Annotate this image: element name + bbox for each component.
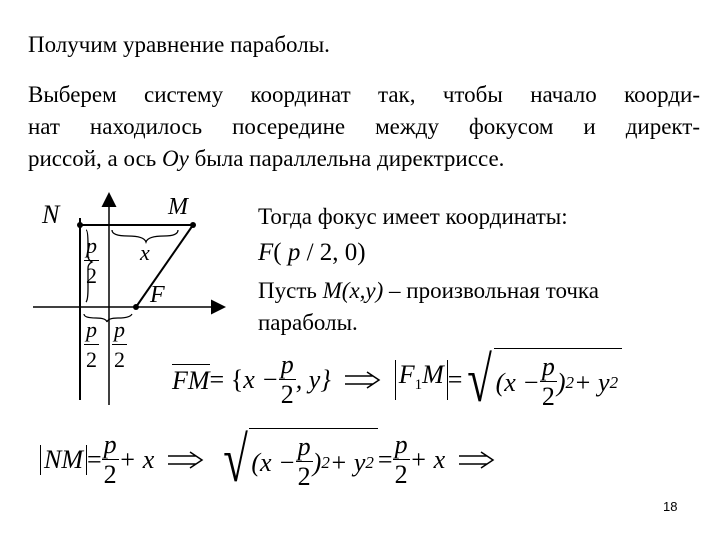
fraction-denominator: 2 — [84, 344, 99, 375]
focus-f: F — [258, 239, 274, 266]
focus-p: p — [287, 239, 301, 266]
fraction-numerator: p — [86, 233, 97, 258]
square: 2 — [321, 452, 330, 472]
fraction-p-over-2 — [279, 351, 296, 410]
paragraph-line-1: Выберем систему координат так, чтобы начало коорди- — [28, 82, 700, 107]
fraction-p-over-2 — [540, 353, 557, 412]
vector-fm: FM — [172, 366, 210, 395]
equation-fm — [172, 344, 622, 415]
focus-coordinates — [258, 238, 366, 268]
paragraph-line-3-start: риссой, а ось — [28, 146, 163, 171]
paren-close: ) — [312, 447, 322, 477]
fraction-p-over-2 — [102, 431, 119, 490]
comma-y: , y} — [295, 365, 331, 394]
x-minus: x − — [243, 365, 279, 394]
plus-y: + y — [329, 447, 366, 477]
plus-y: + y — [574, 367, 610, 397]
fraction-denominator: 2 — [103, 459, 117, 489]
fraction-denominator: 2 — [297, 462, 311, 491]
paragraph-line-3 — [28, 144, 504, 174]
abs-f1m — [395, 360, 448, 400]
point-m — [190, 222, 196, 228]
sqrt-body — [494, 348, 623, 412]
point-m-label: M — [322, 278, 342, 303]
implies-arrow-icon — [457, 450, 497, 470]
axis-name: Oy — [162, 146, 189, 171]
sqrt-symbol-icon: √ — [467, 344, 493, 415]
label-m: M — [168, 194, 188, 220]
fraction-denominator: 2 — [84, 260, 99, 291]
focus-open: ( — [273, 239, 288, 266]
point-sentence-line-2: параболы. — [258, 310, 358, 335]
fraction-numerator: p — [394, 429, 408, 459]
equals-brace: = { — [209, 365, 244, 394]
fraction-numerator: p — [103, 429, 117, 459]
page-number: 18 — [663, 499, 678, 514]
paren-x: (x − — [251, 447, 296, 477]
fraction-numerator: p — [86, 317, 97, 342]
label-x: x — [140, 240, 150, 265]
fraction-numerator: p — [297, 432, 311, 461]
sqrt-1 — [462, 344, 622, 415]
fraction-numerator: p — [280, 349, 294, 379]
fraction-p-over-2 — [393, 431, 410, 490]
fraction-denominator: 2 — [280, 379, 294, 409]
sqrt-symbol-icon: √ — [223, 424, 249, 495]
point-prefix: Пусть — [258, 278, 323, 303]
square: 2 — [565, 372, 575, 392]
focus-sentence: Тогда фокус имеет координаты: — [258, 204, 568, 229]
implies-arrow-icon — [343, 370, 383, 390]
fraction-p-over-2-right — [112, 316, 127, 375]
sqrt-2 — [218, 424, 378, 495]
fraction-p-over-2-vertical — [84, 232, 99, 291]
sqrt-body — [249, 428, 378, 492]
abs-nm: NM — [40, 445, 87, 475]
abs-m: M — [422, 359, 444, 389]
focus-rest: / 2, 0) — [300, 239, 366, 266]
square-y: 2 — [609, 372, 619, 392]
label-n: N — [42, 200, 60, 229]
abs-subscript: 1 — [414, 377, 423, 394]
fraction-denominator: 2 — [112, 344, 127, 375]
point-n — [77, 222, 83, 228]
abs-f: F — [398, 359, 415, 389]
paren-close: ) — [556, 367, 566, 397]
equation-nm — [40, 424, 509, 495]
paragraph-line-3-end: была параллельна директриссе. — [188, 146, 505, 171]
paren-x: (x − — [495, 367, 540, 397]
fraction-denominator: 2 — [394, 459, 408, 489]
paragraph-line-2: нат находилось посередине между фокусом и директ- — [28, 114, 700, 139]
equals: = — [377, 445, 393, 474]
point-coords: (x,y) — [341, 278, 384, 303]
fraction-denominator: 2 — [541, 382, 555, 411]
point-f — [133, 304, 139, 310]
slide-heading: Получим уравнение параболы. — [28, 32, 330, 57]
implies-arrow-icon — [166, 450, 206, 470]
point-suffix: – произвольная точка — [383, 278, 599, 303]
plus-x: + x — [118, 445, 155, 474]
equals: = — [87, 445, 102, 474]
fraction-numerator: p — [541, 352, 555, 381]
point-sentence — [258, 276, 599, 306]
plus-x: + x — [409, 445, 446, 474]
equals: = — [447, 365, 463, 394]
square-y: 2 — [365, 452, 374, 472]
fraction-p-over-2-left — [84, 316, 99, 375]
fraction-p-over-2 — [296, 433, 313, 492]
fraction-numerator: p — [114, 317, 125, 342]
label-f: F — [150, 282, 165, 308]
